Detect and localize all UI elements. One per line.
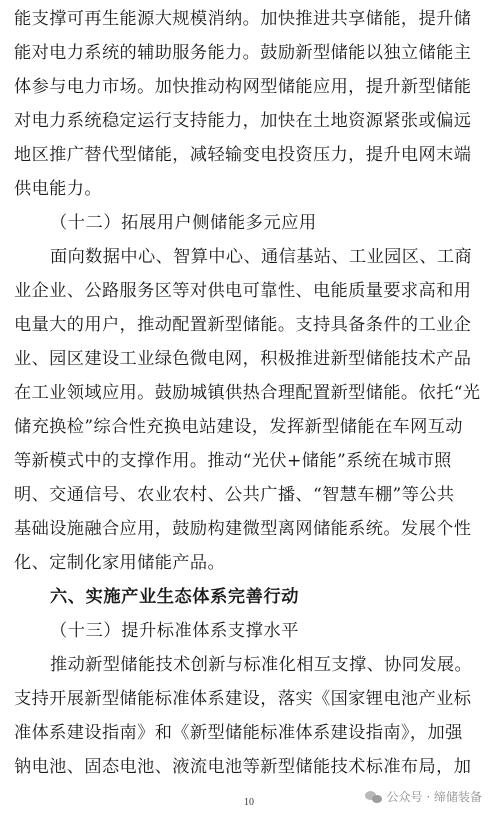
body-line: 体参与电力市场。加快推动构网型储能应用，提升新型储能: [14, 77, 472, 97]
body-line: 对电力系统稳定运行支持能力，加快在土地资源紧张或偏远: [14, 111, 472, 131]
watermark: [365, 788, 482, 805]
body-line: 推动新型储能技术创新与标准化相互支撑、协同发展。: [50, 655, 473, 675]
section-heading: 六、实施产业生态体系完善行动: [50, 587, 300, 607]
body-line: 面向数据中心、智算中心、通信基站、工业园区、工商: [50, 247, 473, 267]
section-subheading: （十二）拓展用户侧储能多元应用: [50, 213, 317, 233]
body-line: 业、园区建设工业绿色微电网，积极推进新型储能技术产品: [14, 349, 472, 369]
body-line: 明、交通信号、农业农村、公共广播、“智慧车棚”等公共: [14, 485, 455, 505]
body-line: 准体系建设指南》和《新型储能标准体系建设指南》，加强: [14, 723, 463, 743]
page-number: 10: [244, 797, 254, 808]
body-line: 基础设施融合应用，鼓励构建微型离网储能系统。发展个性: [14, 519, 472, 539]
body-line: 钠电池、固态电池、液流电池等新型储能技术标准布局，加: [14, 757, 472, 777]
body-line: 在工业领域应用。鼓励城镇供热合理配置新型储能。依托“光: [14, 383, 481, 403]
body-line: 能支撑可再生能源大规模消纳。加快推进共享储能，提升储: [14, 9, 472, 29]
body-line: 等新模式中的支撑作用。推动“光伏+储能”系统在城市照: [14, 451, 452, 471]
wechat-icon: [365, 790, 383, 804]
section-subheading: （十三）提升标准体系支撑水平: [50, 621, 300, 641]
body-line: 化、定制化家用储能产品。: [14, 553, 226, 573]
body-line: 地区推广替代型储能，减轻输变电投资压力，提升电网末端: [14, 145, 472, 165]
body-line: 储充换检”综合性充换电站建设，发挥新型储能在车网互动: [14, 417, 463, 437]
watermark-text: 公众号 · 缔储装备: [386, 790, 482, 804]
body-line: 电量大的用户，推动配置新型储能。支持具备条件的工业企: [14, 315, 472, 335]
body-line: 能对电力系统的辅助服务能力。鼓励新型储能以独立储能主: [14, 43, 472, 63]
body-line: 支持开展新型储能标准体系建设，落实《国家锂电池产业标: [14, 689, 472, 709]
body-line: 业企业、公路服务区等对供电可靠性、电能质量要求高和用: [14, 281, 472, 301]
body-line: 供电能力。: [14, 179, 102, 199]
